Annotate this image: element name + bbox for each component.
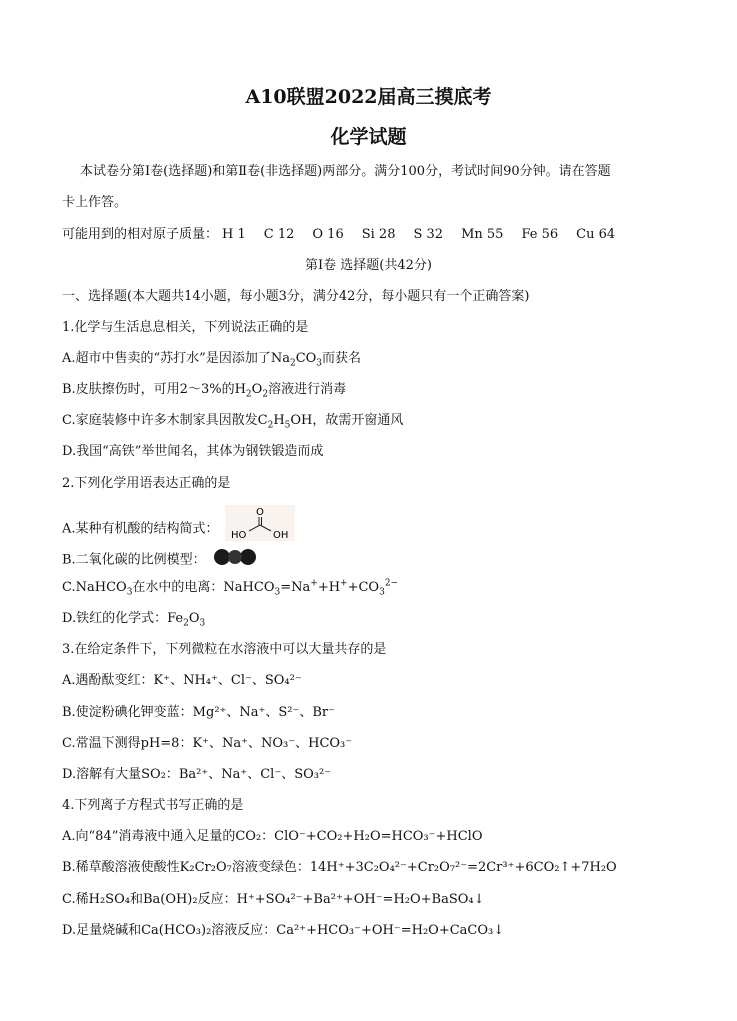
q3-option-d: D.溶解有大量SO₂：Ba²⁺、Na⁺、Cl⁻、SO₃²⁻ xyxy=(62,767,332,782)
atomic-masses-label: 可能用到的相对原子质量： xyxy=(62,227,219,242)
struct-oh-label: OH xyxy=(272,530,289,541)
q4-stem: 4.下列离子方程式书写正确的是 xyxy=(62,798,244,813)
q3-stem: 3.在给定条件下，下列微粒在水溶液中可以大量共存的是 xyxy=(62,642,387,657)
mass-c: C 12 xyxy=(263,227,295,242)
q3-option-c: C.常温下测得pH=8：K⁺、Na⁺、NO₃⁻、HCO₃⁻ xyxy=(62,736,353,751)
q4-option-d: D.足量烧碱和Ca(HCO₃)₂溶液反应：Ca²⁺+HCO₃⁻+OH⁻=H₂O+CaCO₃↓ xyxy=(62,923,505,938)
q2-stem: 2.下列化学用语表达正确的是 xyxy=(62,476,231,491)
struct-o-label: O xyxy=(255,507,264,518)
q4-option-c: C.稀H₂SO₄和Ba(OH)₂反应：H⁺+SO₄²⁻+Ba²⁺+OH⁻=H₂O+BaSO₄↓ xyxy=(62,892,485,907)
q1-option-d: D.我国“高铁”举世闻名，其体为钢铁锻造而成 xyxy=(62,444,324,459)
section-heading: 一、选择题(本大题共14小题，每小题3分，满分42分，每小题只有一个正确答案) xyxy=(62,289,530,304)
q4-option-a: A.向“84”消毒液中通入足量的CO₂：ClO⁻+CO₂+H₂O=HCO₃⁻+HClO xyxy=(62,829,483,844)
q1-option-a: A.超市中售卖的“苏打水”是因添加了$Na_2CO_3$而获名 xyxy=(62,351,362,369)
q2-option-c: C.NaHCO$_3$在水中的电离：$NaHCO_3=Na^++H^++CO_3^{2-}$ xyxy=(62,578,399,598)
section-title: 第Ⅰ卷 选择题(共42分) xyxy=(305,258,432,273)
q2-option-d: D.铁红的化学式：$Fe_2O_3$ xyxy=(62,611,206,629)
carbonic-acid-structure-image xyxy=(225,505,295,541)
mass-o: O 16 xyxy=(312,227,344,242)
co2-ball-model-image xyxy=(212,548,258,572)
mass-cu: Cu 64 xyxy=(576,227,616,242)
q2-option-b: B.二氧化碳的比例模型： xyxy=(62,548,258,572)
atomic-masses xyxy=(62,226,633,244)
mass-si: Si 28 xyxy=(361,227,396,242)
mass-h: H 1 xyxy=(222,227,246,242)
q1-option-c: C.家庭装修中许多木制家具因散发$C_2H_5OH$，故需开窗通风 xyxy=(62,413,404,431)
intro-line-1: 本试卷分第Ⅰ卷(选择题)和第Ⅱ卷(非选择题)两部分。满分100分，考试时间90分钟。请在答题 xyxy=(80,164,611,179)
exam-subtitle: 化学试题 xyxy=(330,126,407,148)
mass-fe: Fe 56 xyxy=(521,227,559,242)
q2-option-a: A.某种有机酸的结构简式： O HO OH xyxy=(62,511,295,547)
exam-title: A10联盟2022届高三摸底考 xyxy=(245,86,492,108)
mass-s: S 32 xyxy=(413,227,444,242)
q3-option-b: B.使淀粉碘化钾变蓝：Mg²⁺、Na⁺、S²⁻、Br⁻ xyxy=(62,705,335,720)
q1-option-b: B.皮肤擦伤时，可用2～3%的$H_2O_2$溶液进行消毒 xyxy=(62,382,347,400)
mass-mn: Mn 55 xyxy=(461,227,504,242)
intro-line-2: 卡上作答。 xyxy=(62,195,128,210)
struct-ho-label: HO xyxy=(230,530,247,541)
q1-stem: 1.化学与生活息息相关，下列说法正确的是 xyxy=(62,320,309,335)
q4-option-b: B.稀草酸溶液使酸性K₂Cr₂O₇溶液变绿色：14H⁺+3C₂O₄²⁻+Cr₂O₇²⁻=2Cr³⁺+6CO₂↑+7H₂O xyxy=(62,860,617,875)
q3-option-a: A.遇酚酞变红：K⁺、NH₄⁺、Cl⁻、SO₄²⁻ xyxy=(62,673,302,688)
